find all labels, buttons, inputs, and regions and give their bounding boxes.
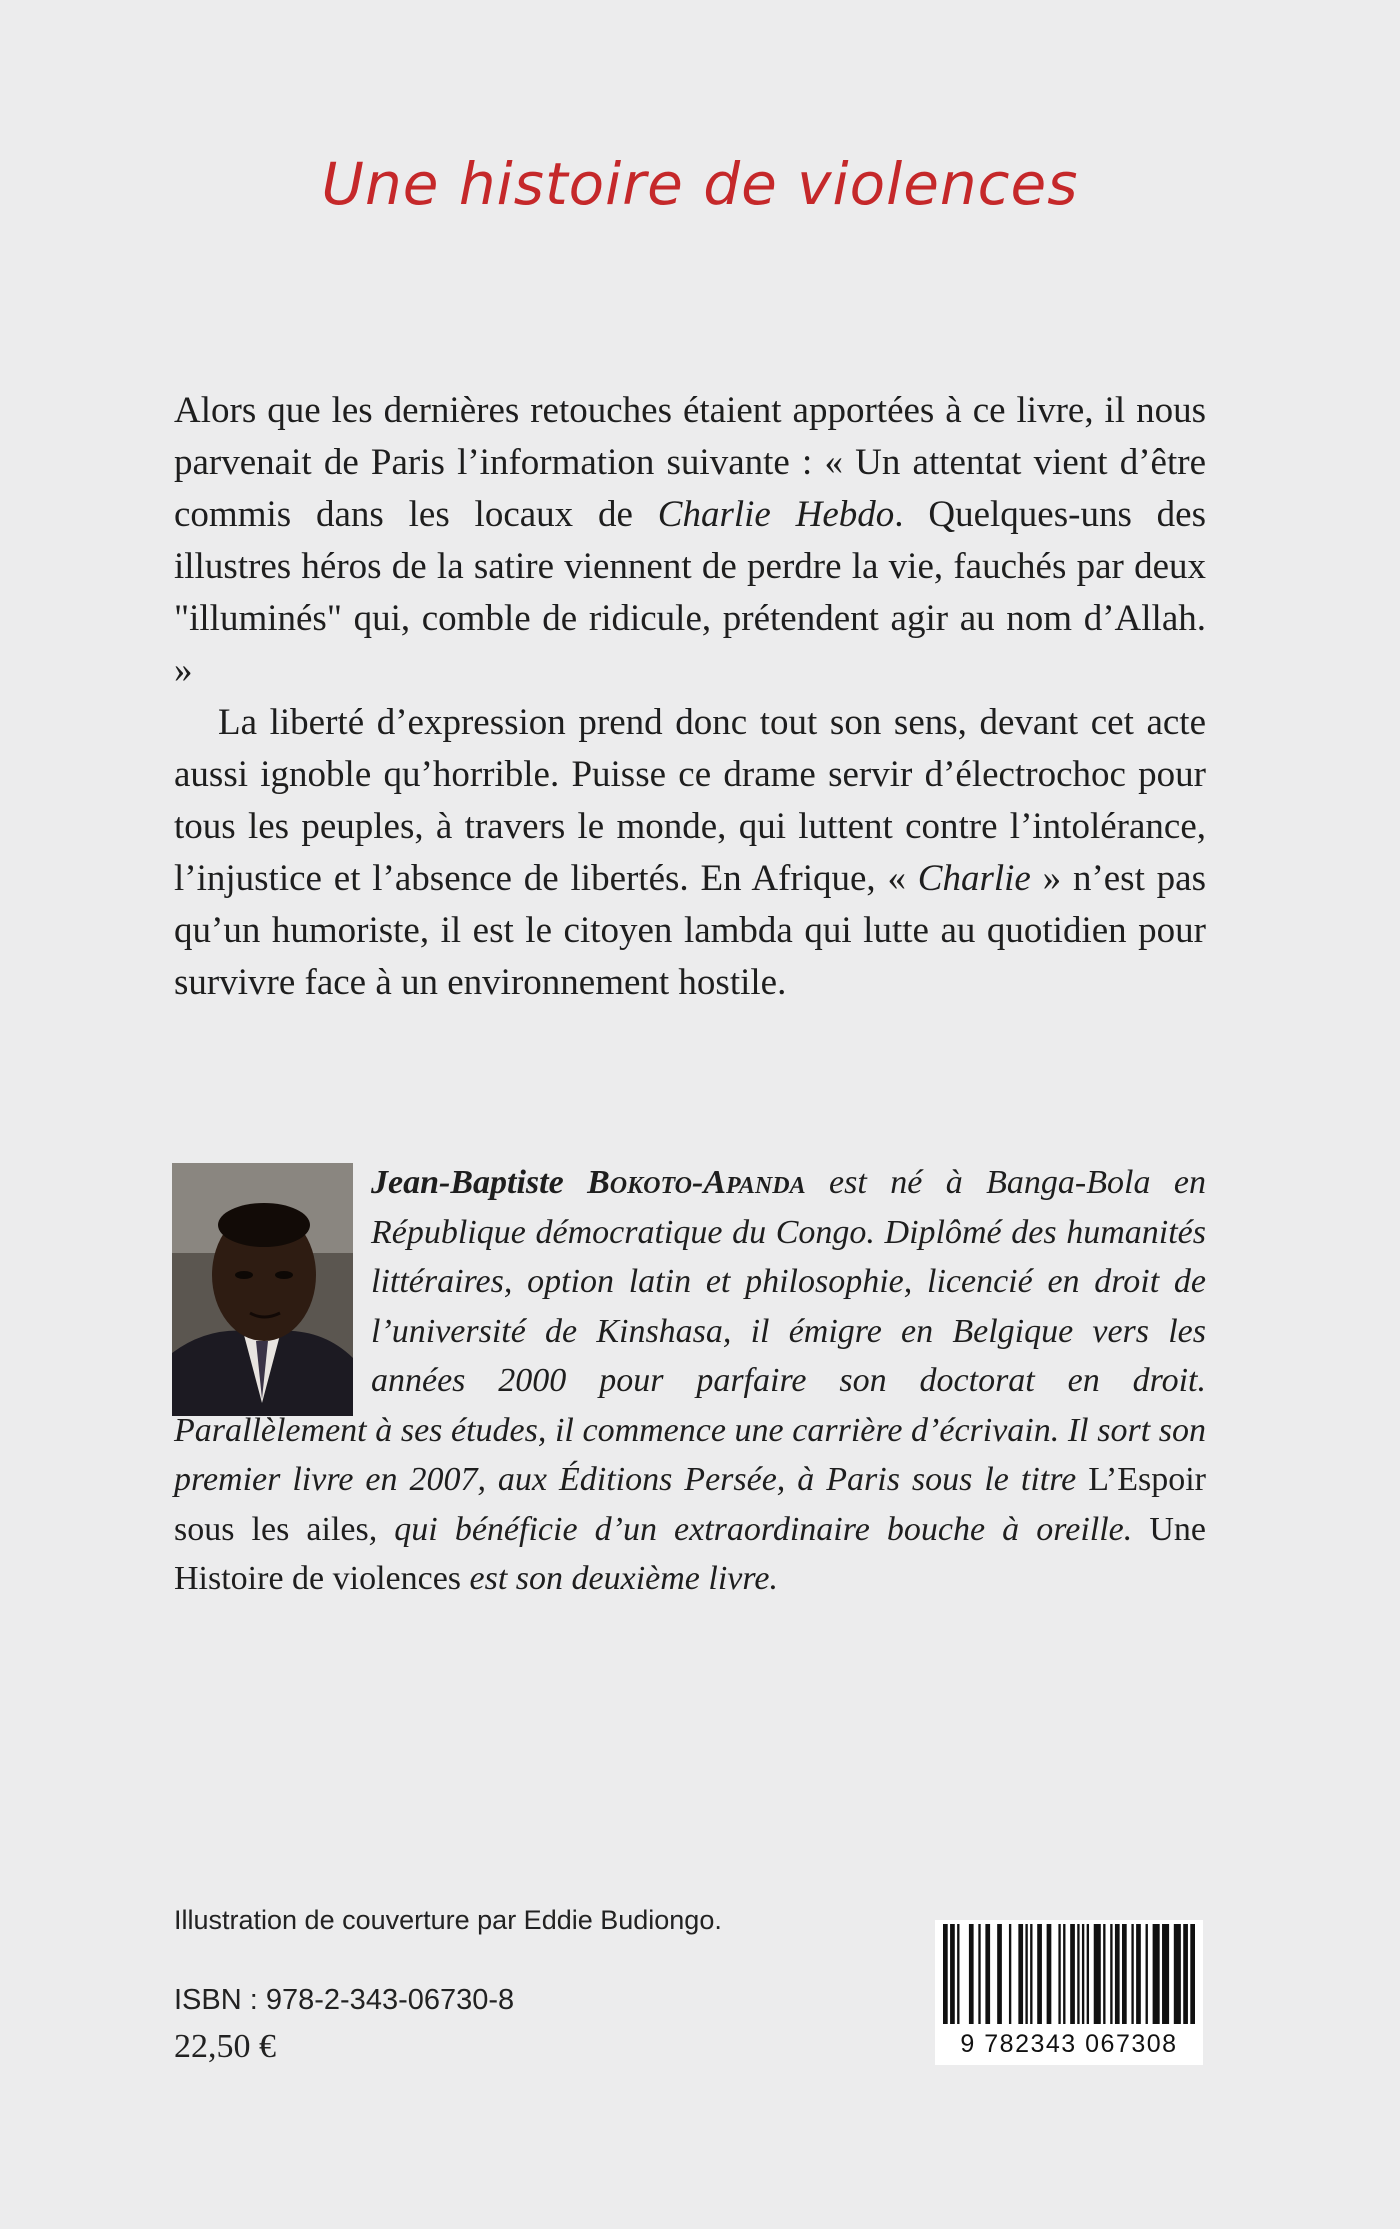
barcode-bar bbox=[1110, 1924, 1112, 2024]
summary-p2-part-b: » n’est pas qu’un humoriste, il est le citoyen lambda qui lutte au quotidien pour survivre face à un environnement hostile. bbox=[174, 858, 1206, 1003]
author-first-name: Jean-Baptiste bbox=[371, 1164, 564, 1201]
barcode-bar bbox=[1146, 1924, 1148, 2024]
barcode-bar bbox=[1122, 1924, 1127, 2024]
barcode-bar bbox=[1174, 1924, 1181, 2024]
barcode-bar bbox=[1047, 1924, 1052, 2024]
barcode-bar bbox=[1018, 1924, 1023, 2024]
barcode-bar bbox=[1136, 1924, 1141, 2024]
barcode-bar bbox=[1009, 1924, 1011, 2024]
author-bio-part-1: est né à Banga-Bola en République démocratique du Congo. Diplômé des humanités littéraires, option latin et philosophie, licencié en droit de l’université de Kinshasa, il émigre en Belgique vers les années 2000 pour parfaire son doctorat en droit. Parallèlement à ses études, il commence une carrière d’écrivain. Il sort son premier livre en 2007, aux Éditions Persée, à Paris sous le titre bbox=[174, 1164, 1206, 1498]
barcode-bars bbox=[935, 1920, 1203, 2028]
summary-p1-italic: Charlie Hebdo bbox=[657, 494, 895, 535]
barcode-bar bbox=[1082, 1924, 1084, 2024]
author-last-name: Bokoto-Apanda bbox=[587, 1164, 806, 1201]
summary-p2-part-a: La liberté d’expression prend donc tout son sens, devant cet acte aussi ignoble qu’horrible. Puisse ce drame servir d’électrochoc pour tous les peuples, à travers le monde, qui luttent contre l’intolérance, l’injustice et l’absence de libertés. En Afrique, « bbox=[174, 702, 1206, 899]
cover-illustration-credit: Illustration de couverture par Eddie Budiongo. bbox=[174, 1905, 722, 1935]
summary-text bbox=[174, 385, 1206, 1009]
barcode-bar bbox=[950, 1924, 955, 2024]
barcode-bar bbox=[1153, 1924, 1160, 2024]
barcode-bar bbox=[1070, 1924, 1075, 2024]
barcode-bar bbox=[943, 1924, 948, 2024]
summary-p1-part-a: Alors que les dernières retouches étaient apportées à ce livre, il nous parvenait de Paris l’information suivante : « Un attentat vient d’être commis dans les locaux de bbox=[174, 390, 1206, 535]
barcode-bar bbox=[1115, 1924, 1120, 2024]
barcode-bar bbox=[1030, 1924, 1032, 2024]
author-bio-part-2: , qui bénéficie d’un extraordinaire bouche à oreille. bbox=[368, 1510, 1150, 1548]
barcode-bar bbox=[1058, 1924, 1060, 2024]
barcode-bar bbox=[1190, 1924, 1195, 2024]
author-second-book-title: Une Histoire de violences bbox=[174, 1510, 1206, 1597]
summary-paragraph-1 bbox=[174, 385, 1206, 697]
barcode-bar bbox=[1162, 1924, 1169, 2024]
barcode-bar bbox=[985, 1924, 990, 2024]
barcode-bar bbox=[1087, 1924, 1089, 2024]
barcode-bar bbox=[1025, 1924, 1027, 2024]
barcode-bar bbox=[1094, 1924, 1101, 2024]
barcode-bar bbox=[1103, 1924, 1105, 2024]
barcode-bar bbox=[1037, 1924, 1042, 2024]
barcode bbox=[935, 1920, 1203, 2065]
summary-paragraph-2 bbox=[174, 697, 1206, 1009]
barcode-bar bbox=[1183, 1924, 1188, 2024]
barcode-bar bbox=[957, 1924, 959, 2024]
book-title: Une histoire de violences bbox=[321, 150, 1079, 218]
price: 22,50 € bbox=[174, 2028, 276, 2065]
summary-p1-part-b: . Quelques-uns des illustres héros de la satire viennent de perdre la vie, fauchés par deux "illuminés" qui, comble de ridicule, prétendent agir au nom d’Allah. » bbox=[174, 494, 1206, 691]
barcode-bar bbox=[997, 1924, 1002, 2024]
barcode-digits: 9 782343 067308 bbox=[960, 2030, 1178, 2058]
author-bio bbox=[174, 1158, 1206, 1604]
barcode-bar bbox=[1131, 1924, 1133, 2024]
author-bio-part-3: est son deuxième livre. bbox=[461, 1560, 778, 1597]
barcode-bar bbox=[1077, 1924, 1079, 2024]
barcode-bar bbox=[978, 1924, 980, 2024]
author-first-book-title: L’Espoir sous les ailes bbox=[174, 1461, 1206, 1548]
isbn: ISBN : 978-2-343-06730-8 bbox=[174, 1984, 515, 2016]
summary-p2-italic: Charlie bbox=[917, 858, 1031, 899]
barcode-bar bbox=[1063, 1924, 1065, 2024]
barcode-bar bbox=[969, 1924, 974, 2024]
